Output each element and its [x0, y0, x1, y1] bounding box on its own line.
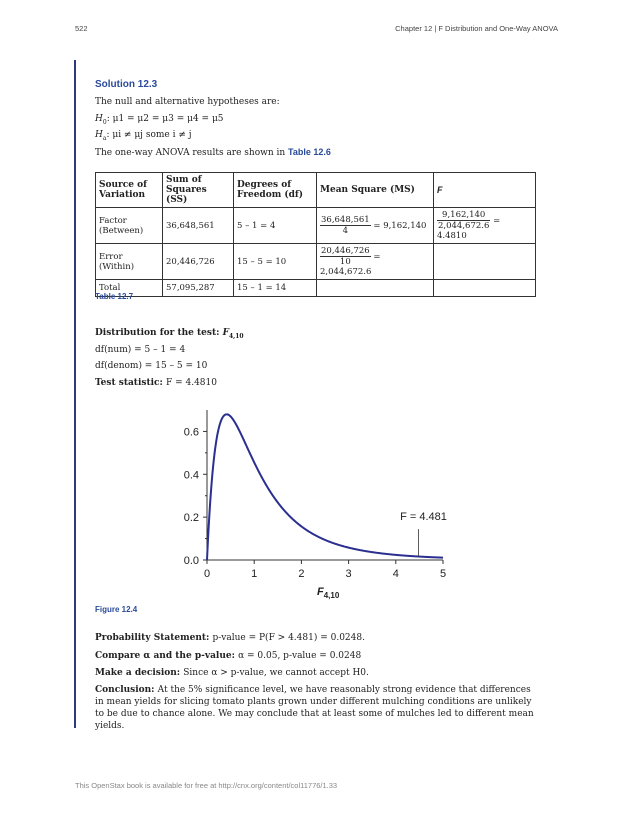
cell-source: Factor (Between) [96, 208, 163, 244]
col-header-ms: Mean Square (MS) [317, 173, 434, 208]
y-tick-label: 0.6 [183, 426, 199, 439]
table-row [96, 208, 536, 244]
cell-df: 5 – 1 = 4 [234, 208, 317, 244]
f-statistic-annotation: F = 4.481 [400, 511, 447, 524]
cell-ss: 57,095,287 [163, 280, 234, 297]
results-sentence: The one-way ANOVA results are shown in Table 12.6 [95, 147, 331, 158]
cell-f [434, 280, 536, 297]
y-tick-label: 0.0 [183, 555, 199, 567]
x-axis-label: $F_{4,10}$ [317, 586, 340, 600]
x-tick-label: 0 [203, 568, 211, 580]
y-tick-label: 0.2 [183, 512, 199, 525]
chapter-header: Chapter 12 | F Distribution and One-Way ANOVA [395, 24, 558, 33]
compare-line: Compare α and the p-value: α = 0.05, p-value = 0.0248 [95, 651, 362, 661]
table-header-row [96, 173, 536, 208]
table-row [96, 244, 536, 280]
x-tick-label: 2 [298, 568, 305, 580]
footer-note: This OpenStax book is available for free at http://cnx.org/content/col11776/1.33 [75, 781, 338, 790]
cell-f [434, 244, 536, 280]
x-tick-label: 1 [251, 568, 258, 580]
cell-ss: 36,648,561 [163, 208, 234, 244]
probability-statement: Probability Statement: p-value = P(F > 4.481) = 0.0248. [95, 633, 365, 643]
chart-axes [184, 410, 446, 580]
col-header-ss: Sum of Squares (SS) [163, 173, 234, 208]
col-header-f: F [434, 173, 536, 208]
cell-ms: $\frac{36,648,561}{4}$ = 9,162,140 [317, 208, 434, 244]
distribution-line: Distribution for the test: $F_{4,10}$ [95, 328, 244, 340]
table-caption: Table 12.7 [95, 292, 134, 301]
solution-title: Solution 12.3 [95, 79, 158, 90]
df-denom-line: df(denom) = 15 – 5 = 10 [95, 361, 208, 371]
alternative-hypothesis: $H_a$: μi ≠ μj some i ≠ j [95, 130, 192, 142]
table-row [96, 280, 536, 297]
conclusion-paragraph: Conclusion: At the 5% significance level, we have reasonably strong evidence that differences in mean yields for slicing tomato plants grown under different mulching conditions are unlikely to be due to chance alone. We may conclude that at least some of mulches led to different mean yields. [95, 685, 534, 731]
test-statistic-line: Test statistic: F = 4.4810 [95, 378, 217, 388]
null-hypothesis: $H_0$: μ1 = μ2 = μ3 = μ4 = μ5 [95, 114, 224, 126]
figure-caption: Figure 12.4 [95, 605, 138, 614]
col-header-source: Source of Variation [96, 173, 163, 208]
df-num-line: df(num) = 5 – 1 = 4 [95, 345, 186, 355]
cell-df: 15 – 5 = 10 [234, 244, 317, 280]
cell-ms: $\frac{20,446,726}{10}$ = 2,044,672.6 [317, 244, 434, 280]
y-tick-label: 0.4 [183, 469, 199, 482]
solution-sidebar-bar [74, 60, 76, 728]
table-ref-link[interactable]: Table 12.6 [288, 147, 331, 157]
page-number: 522 [75, 24, 88, 33]
f-distribution-chart [165, 400, 465, 605]
hypotheses-intro: The null and alternative hypotheses are: [95, 97, 280, 107]
cell-source: Total [96, 280, 163, 297]
anova-table [95, 172, 536, 297]
cell-df: 15 – 1 = 14 [234, 280, 317, 297]
cell-source: Error (Within) [96, 244, 163, 280]
cell-f: $\frac{9,162,140}{2,044,672.6}$ = 4.4810 [434, 208, 536, 244]
x-tick-label: 4 [392, 568, 399, 580]
col-header-df: Degrees of Freedom (df) [234, 173, 317, 208]
f-density-curve [207, 414, 443, 560]
x-tick-label: 5 [439, 568, 447, 580]
x-tick-label: 3 [345, 568, 352, 580]
decision-line: Make a decision: Since α > p-value, we cannot accept H0. [95, 668, 369, 678]
cell-ms [317, 280, 434, 297]
cell-ss: 20,446,726 [163, 244, 234, 280]
